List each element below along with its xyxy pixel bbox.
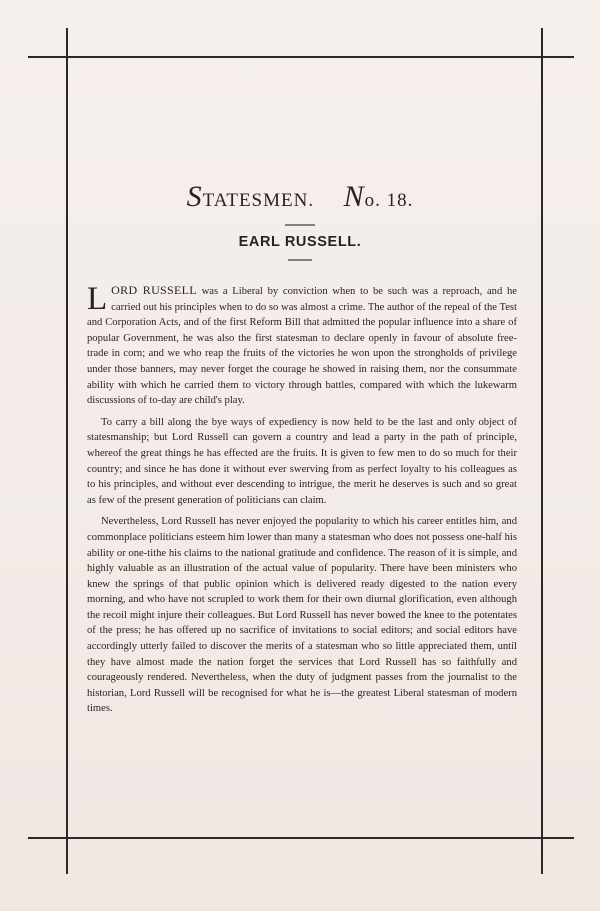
title-divider [288, 259, 312, 261]
heading-initial: S [186, 180, 203, 213]
left-border-rule [66, 28, 68, 874]
paragraph-3: Nevertheless, Lord Russell has never enjoyed the popularity to which his career entitles him, and commonplace politicians esteem him lower than many a statesman who does not possess one-half his ability or one-tithe his claims to the national gratitude and confidence. The reason of it is simple, and highly valuable as an illustration of the actual value of popularity. There have been ministers who knew the springs of that public opinion which is delivered ready digested to the nation every morning, and who have not scrupled to work them for their own diurnal glorification, even although the recoil might injure their colleagues. But Lord Russell has never bowed the knee to the potentates of the press; he has offered up no sacrifice of invitations to social editors; and social editors have accordingly utterly failed to discover the merits of a statesman who so little appreciated them, until they have almost made the nation forget the services that Lord Russell has so faithfully and courageously rendered. Nevertheless, when the duty of judgment passes from the journalist to the historian, Lord Russell will be recognised for what he is—the greatest Liberal statesman of modern times. [87, 516, 517, 715]
drop-cap: L [87, 281, 108, 317]
heading-divider [285, 224, 315, 226]
article-title: EARL RUSSELL. [238, 234, 362, 250]
article-body [87, 283, 517, 723]
right-border-rule [541, 28, 543, 874]
number-rest: o. 18. [364, 190, 414, 211]
paragraph-1-text: was a Liberal by conviction when to be such was a reproach, and he carried out his principles when to do so was almost a crime. The author of the repeal of the Test and Corporation Acts, and of the first Reform Bill that admitted the popular influence into a share of popular Government, he was also the first statesman to declare openly in favour of absolute free-trade in corn; and we who reap the fruits of the victories he won upon the strongholds of privilege under those banners, may never forget the courage he showed in raising them, nor the consummate ability with which he carried them to victory through battles, compared with which the lukewarm discussions of to-day are child's play. [87, 286, 517, 407]
heading-word: TATESMEN. [202, 190, 315, 211]
paragraph-1 [87, 283, 517, 409]
bottom-border-rule [28, 837, 574, 839]
number-initial: N [343, 180, 365, 213]
series-heading [0, 180, 600, 214]
lead-words: ORD RUSSELL [111, 283, 197, 297]
paragraph-2: To carry a bill along the bye ways of expediency is now held to be the last and only object of statesmanship; but Lord Russell can govern a country and lead a party in the path of principle, whereof the great things he has effected are the fruits. It is given to few men to do so much for their country; and since he has done it without ever swerving from as perfect loyalty to his colleagues as to his principles, and without ever descending to intrigue, the merit he deserves is such and so great as few of the present generation of politicians can claim. [87, 416, 517, 506]
top-border-rule [28, 56, 574, 58]
